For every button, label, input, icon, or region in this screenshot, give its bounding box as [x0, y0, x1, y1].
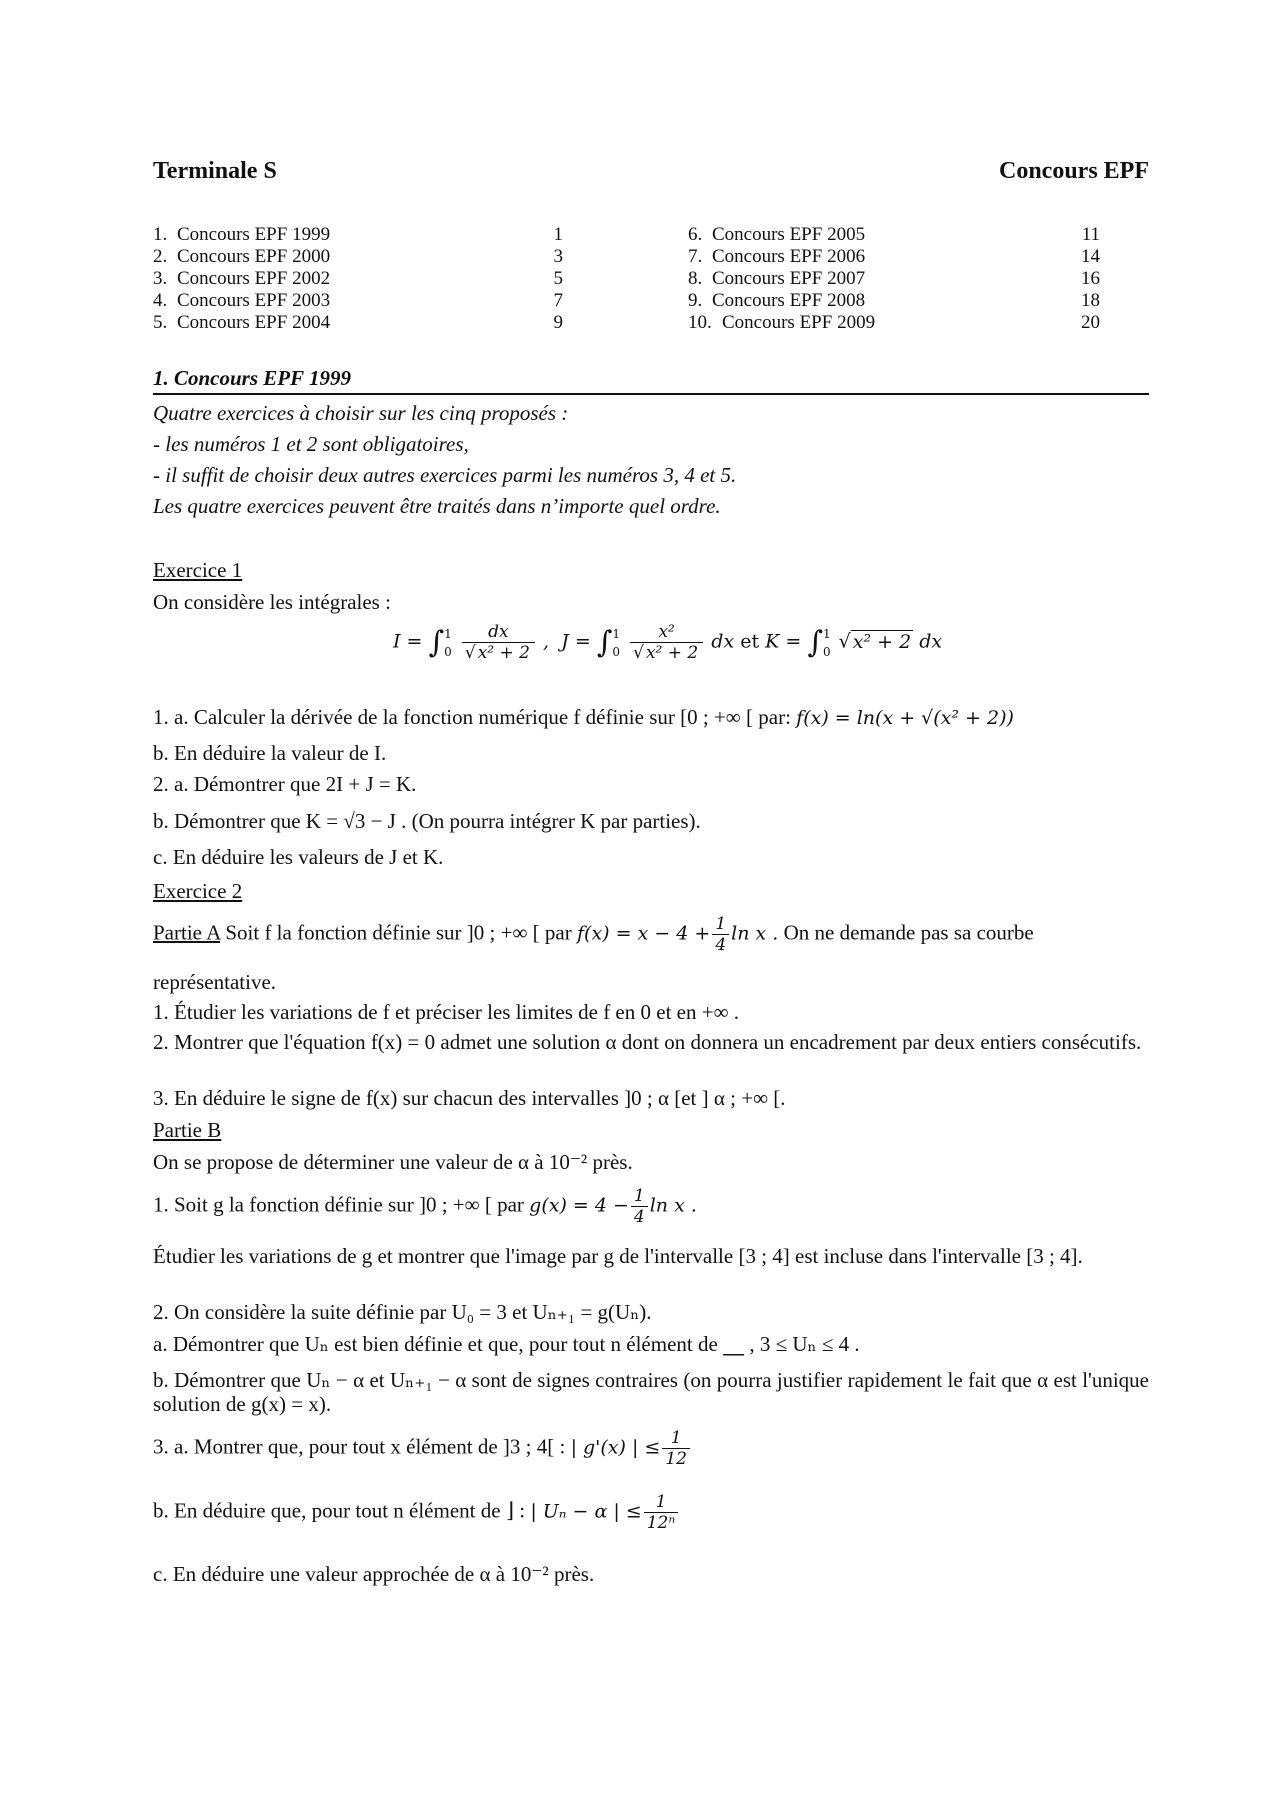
page-header [153, 158, 1149, 185]
ex2-question-b3b: b. En déduire que, pour tout n élément de ⌋ : | Uₙ − α | ≤ $\frac{1}{\text{12ⁿ}}$ [153, 1492, 680, 1533]
ex1-question-1b: b. En déduire la valeur de I. [153, 741, 387, 765]
toc-right-column [688, 224, 1108, 334]
integral-sign-icon: ∫ [596, 625, 613, 660]
ex1-question-2c: c. En déduire les valeurs de J et K. [153, 845, 444, 869]
exercise-2-title: Exercice 2 [153, 879, 243, 903]
intro-line: Les quatre exercices peuvent être traités dans n’importe quel ordre. [153, 494, 721, 518]
toc-entry[interactable]: 5. Concours EPF 2004 9 [153, 312, 563, 333]
toc-entry[interactable]: 1. Concours EPF 1999 1 [153, 224, 563, 245]
part-b-label: Partie B [153, 1118, 222, 1142]
ex2-question-b2: 2. On considère la suite définie par U₀ = 3 et Uₙ₊₁ = g(Uₙ). [153, 1300, 652, 1324]
part-a-label: Partie A [153, 920, 221, 945]
integral-sign-icon: ∫ [428, 625, 445, 660]
section-intro [153, 398, 736, 522]
header-left: Terminale S [153, 158, 277, 184]
ex1-question-2a: 2. a. Démontrer que 2I + J = K. [153, 772, 417, 796]
exercise-1-lead: On considère les intégrales : [153, 590, 391, 614]
toc-entry[interactable]: 2. Concours EPF 2000 3 [153, 246, 563, 267]
ex2-question-b3c: c. En déduire une valeur approchée de α à 10⁻² près. [153, 1562, 595, 1586]
section-title: 1. Concours EPF 1999 [153, 366, 1149, 395]
ex2-question-a1: 1. Étudier les variations de f et préciser les limites de f en 0 et en +∞ . [153, 1000, 740, 1024]
ex2-question-a2: 2. Montrer que l'équation f(x) = 0 admet une solution α dont on donnera un encadrement par deux entiers consécutifs. [153, 1030, 1142, 1054]
ex2-question-b2a: a. Démontrer que Uₙ est bien définie et que, pour tout n élément de ⎽ , 3 ≤ Uₙ ≤ 4 . [153, 1332, 860, 1356]
integral-formula: I = ∫ 1 0 $\frac{dx}{\text{√ x² + 2}}$ , J = ∫ 1 0 $\frac{\text{x²}}{\text{√ x² + 2}}$ dx et K = ∫ 1 0 √ x² + 2 dx [393, 622, 943, 663]
ex2-question-a3: 3. En déduire le signe de f(x) sur chacun des intervalles ]0 ; α [et ] α ; +∞ [. [153, 1086, 786, 1110]
toc-entry[interactable]: 8. Concours EPF 2007 16 [688, 268, 1100, 289]
intro-line: - les numéros 1 et 2 sont obligatoires, [153, 432, 469, 456]
intro-line: Quatre exercices à choisir sur les cinq proposés : [153, 401, 569, 425]
toc-entry[interactable]: 10. Concours EPF 2009 20 [688, 312, 1100, 333]
toc-entry[interactable]: 6. Concours EPF 2005 11 [688, 224, 1100, 245]
intro-line: - il suffit de choisir deux autres exercices parmi les numéros 3, 4 et 5. [153, 463, 737, 487]
integral-sign-icon: ∫ [807, 625, 823, 660]
ex1-question-1a: 1. a. Calculer la dérivée de la fonction numérique f définie sur [0 ; +∞ [ par: f(x) = ln(x + √(x² + 2)) [153, 705, 1014, 729]
ex2-part-a-continued: représentative. [153, 970, 277, 994]
ex1-question-2b: b. Démontrer que K = √3 − J . (On pourra intégrer K par parties). [153, 809, 701, 833]
toc-entry[interactable]: 3. Concours EPF 2002 5 [153, 268, 563, 289]
ex2-question-b3a: 3. a. Montrer que, pour tout x élément de ]3 ; 4[ : | g'(x) | ≤ $\frac{1}{12}$ [153, 1428, 692, 1469]
ex2-part-b-lead: On se propose de déterminer une valeur de α à 10⁻² près. [153, 1150, 633, 1174]
exercise-1-title: Exercice 1 [153, 558, 243, 582]
toc-left-column [153, 224, 573, 334]
ex2-part-a-statement: Partie A Soit f la fonction définie sur ]0 ; +∞ [ par f(x) = x − 4 + $\frac{1}{4}$ ln x . On ne demande pas sa courbe [153, 914, 1034, 955]
toc-entry[interactable]: 7. Concours EPF 2006 14 [688, 246, 1100, 267]
toc-entry[interactable]: 4. Concours EPF 2003 7 [153, 290, 563, 311]
ex2-question-b2b: b. Démontrer que Uₙ − α et Uₙ₊₁ − α sont de signes contraires (on pourra justifier rapidement le fait que α est l'unique solution de g(x) = x). [153, 1368, 1149, 1416]
toc-entry[interactable]: 9. Concours EPF 2008 18 [688, 290, 1100, 311]
header-right: Concours EPF [999, 158, 1149, 184]
ex2-question-b1: 1. Soit g la fonction définie sur ]0 ; +∞ [ par g(x) = 4 − $\frac{1}{4}$ ln x . [153, 1186, 697, 1227]
ex2-question-b1-continued: Étudier les variations de g et montrer que l'image par g de l'intervalle [3 ; 4] est incluse dans l'intervalle [3 ; 4]. [153, 1244, 1083, 1268]
